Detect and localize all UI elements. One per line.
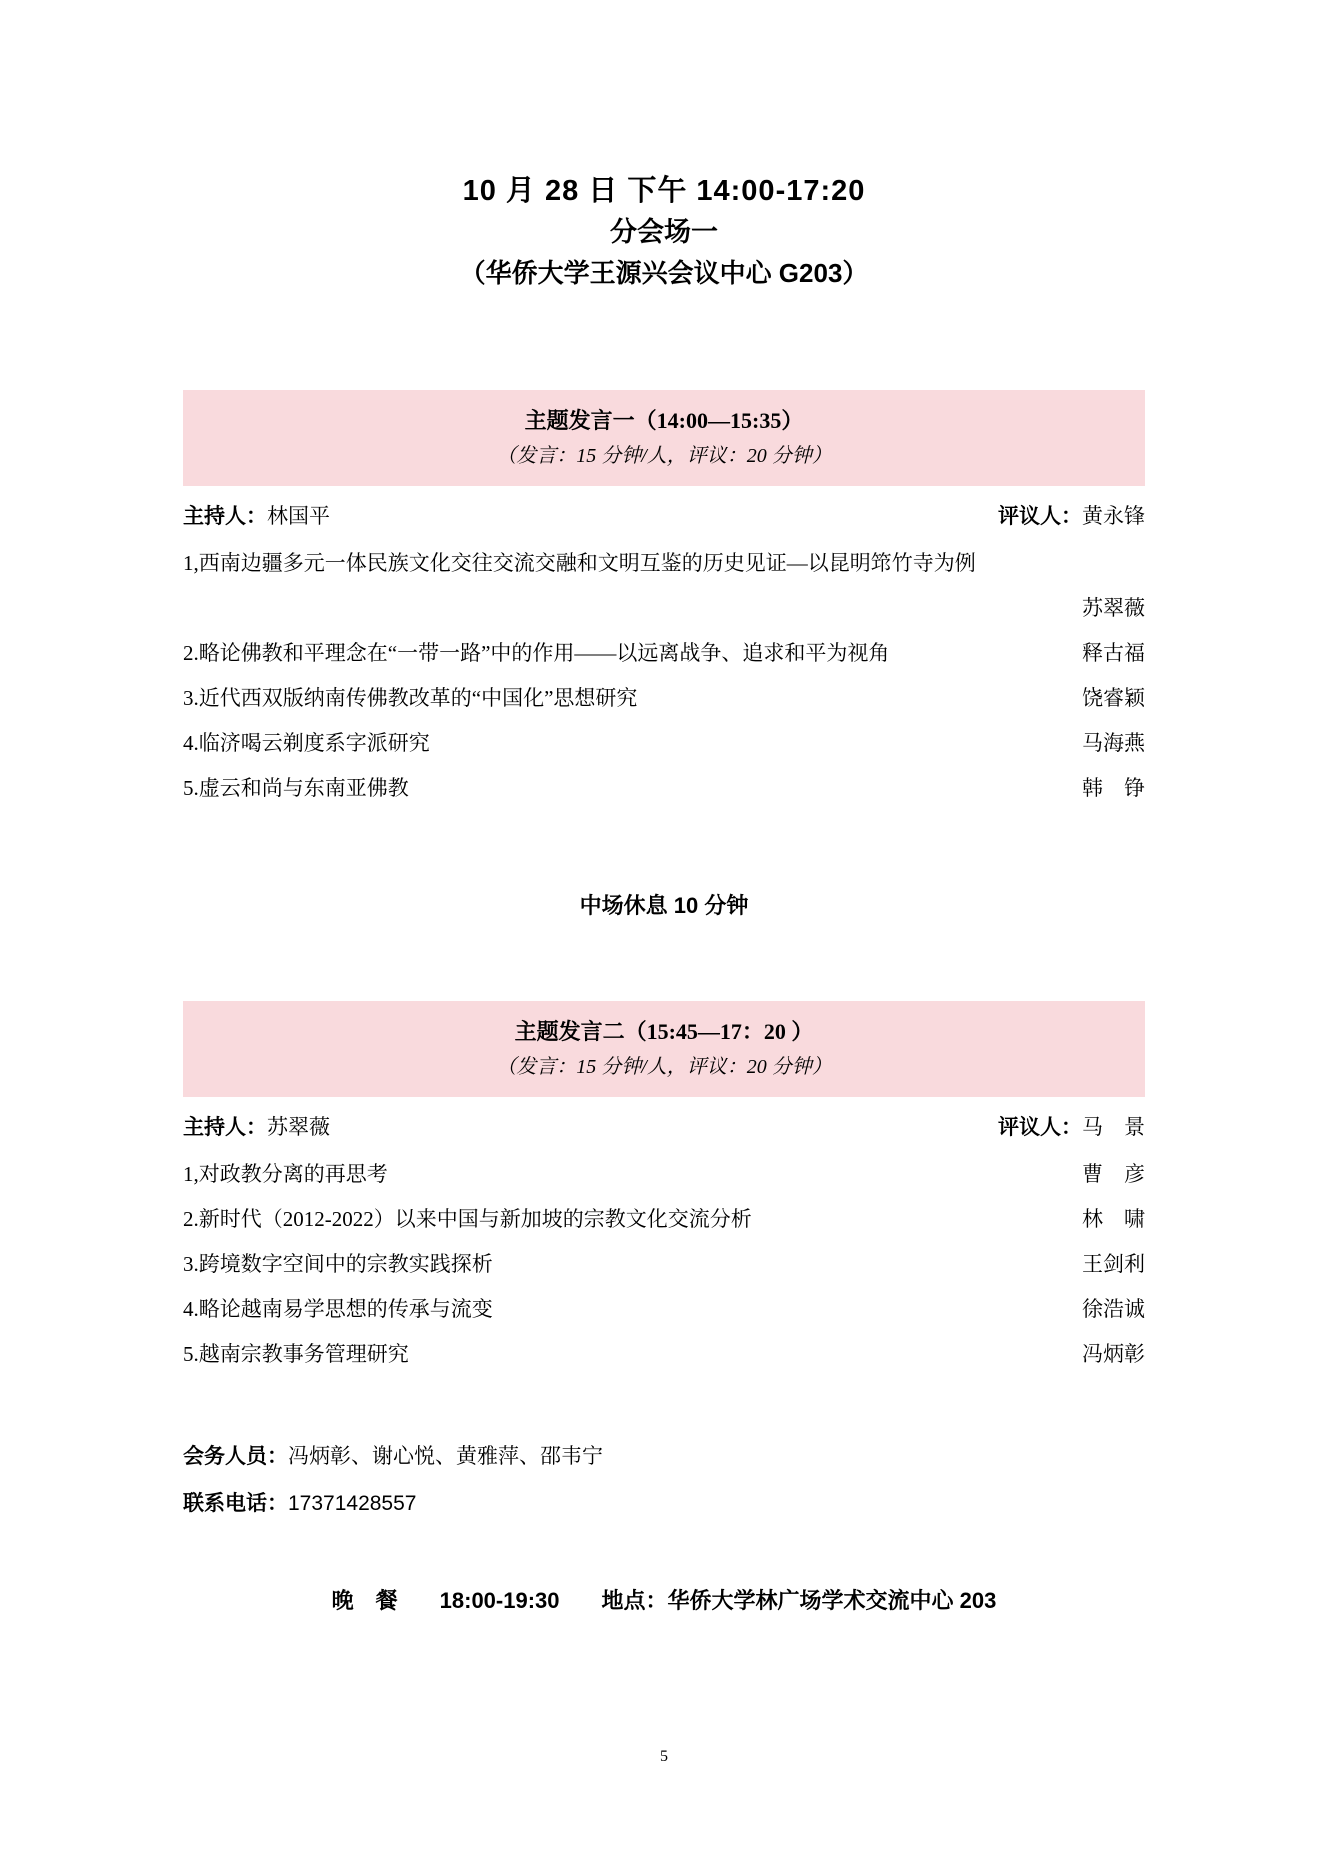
schedule-item: [183, 1161, 1145, 1187]
contact-line: [183, 1490, 1145, 1518]
schedule-item: [183, 1251, 1145, 1277]
session2-reviewer: [998, 1113, 1145, 1142]
session2-host: [183, 1113, 330, 1142]
dinner-location-label: 地点：: [601, 1588, 668, 1613]
item-title: 3.跨境数字空间中的宗教实践探析: [183, 1252, 493, 1276]
schedule-item: [183, 730, 1145, 756]
dinner-line: [183, 1586, 1145, 1616]
host-name: 苏翠薇: [267, 1115, 330, 1139]
speaker-name: 冯炳彰: [1082, 1342, 1145, 1366]
schedule-item: [183, 775, 1145, 801]
item-title: 1,对政教分离的再思考: [183, 1162, 388, 1186]
item-title: 2.略论佛教和平理念在“一带一路”中的作用——以远离战争、追求和平为视角: [183, 641, 890, 665]
schedule-item: [183, 1341, 1145, 1367]
reviewer-name: 黄永锋: [1082, 504, 1145, 528]
page-title-date-time: 10 月 28 日 下午 14:00-17:20: [462, 175, 866, 207]
phone-number: 17371428557: [288, 1492, 417, 1515]
phone-label: 联系电话：: [183, 1492, 288, 1515]
schedule-item: [183, 685, 1145, 711]
reviewer-label: 评议人：: [998, 1116, 1082, 1139]
conference-program-page: [183, 0, 1145, 1768]
page-title-venue-session: 分会场一: [610, 217, 718, 247]
reviewer-label: 评议人：: [998, 505, 1082, 528]
item-title: 3.近代西双版纳南传佛教改革的“中国化”思想研究: [183, 686, 638, 710]
session-2: [183, 1001, 1145, 1367]
schedule-item-speaker-line: [183, 595, 1145, 621]
item-title: 1,西南边疆多元一体民族文化交往交流交融和文明互鉴的历史见证—以昆明筇竹寺为例: [183, 551, 976, 575]
session2-banner-subtitle: （发言：15 分钟/人，评议：20 分钟）: [496, 1056, 832, 1078]
speaker-name: 饶睿颖: [1082, 686, 1145, 710]
item-title: 5.越南宗教事务管理研究: [183, 1342, 409, 1366]
dinner-location-value: 华侨大学林广场学术交流中心 203: [667, 1588, 997, 1613]
session1-reviewer: [998, 502, 1145, 531]
page-title-location: （华侨大学王源兴会议中心 G203）: [459, 258, 869, 288]
dinner-label: 晚 餐: [331, 1588, 398, 1613]
reviewer-name: 马 景: [1082, 1115, 1145, 1139]
staff-label: 会务人员：: [183, 1445, 288, 1468]
host-label: 主持人：: [183, 505, 267, 528]
staff-names: 冯炳彰、谢心悦、黄雅萍、邵韦宁: [288, 1445, 603, 1468]
session1-banner-title: 主题发言一（14:00—15:35）: [524, 408, 804, 433]
session-1: [183, 390, 1145, 801]
session1-people-row: [183, 502, 1145, 531]
schedule-item: [183, 550, 1145, 576]
dinner-time: 18:00-19:30: [439, 1588, 560, 1613]
item-title: 4.临济喝云剃度系字派研究: [183, 731, 430, 755]
session2-banner-title: 主题发言二（15:45—17：20 ）: [514, 1019, 814, 1044]
speaker-name: 林 啸: [1082, 1207, 1145, 1231]
speaker-name: 苏翠薇: [1082, 596, 1145, 620]
schedule-item: [183, 1296, 1145, 1322]
staff-line: [183, 1443, 1145, 1471]
schedule-item: [183, 640, 1145, 666]
item-title: 5.虚云和尚与东南亚佛教: [183, 776, 409, 800]
speaker-name: 释古福: [1082, 641, 1145, 665]
page-number: 5: [660, 1748, 668, 1765]
session1-banner: [183, 390, 1145, 486]
session1-banner-subtitle: （发言：15 分钟/人，评议：20 分钟）: [496, 445, 832, 467]
schedule-item: [183, 1206, 1145, 1232]
speaker-name: 曹 彦: [1082, 1162, 1145, 1186]
item-title: 4.略论越南易学思想的传承与流变: [183, 1297, 493, 1321]
host-label: 主持人：: [183, 1116, 267, 1139]
speaker-name: 马海燕: [1082, 731, 1145, 755]
speaker-name: 徐浩诚: [1082, 1297, 1145, 1321]
dinner-location: [602, 1586, 997, 1616]
host-name: 林国平: [267, 504, 330, 528]
item-title: 2.新时代（2012-2022）以来中国与新加坡的宗教文化交流分析: [183, 1207, 752, 1231]
session2-people-row: [183, 1113, 1145, 1142]
speaker-name: 韩 铮: [1082, 776, 1145, 800]
speaker-name: 王剑利: [1082, 1252, 1145, 1276]
document-header: [183, 0, 1145, 294]
intermission-note: 中场休息 10 分钟: [579, 893, 749, 918]
session1-host: [183, 502, 330, 531]
session2-banner: [183, 1001, 1145, 1097]
